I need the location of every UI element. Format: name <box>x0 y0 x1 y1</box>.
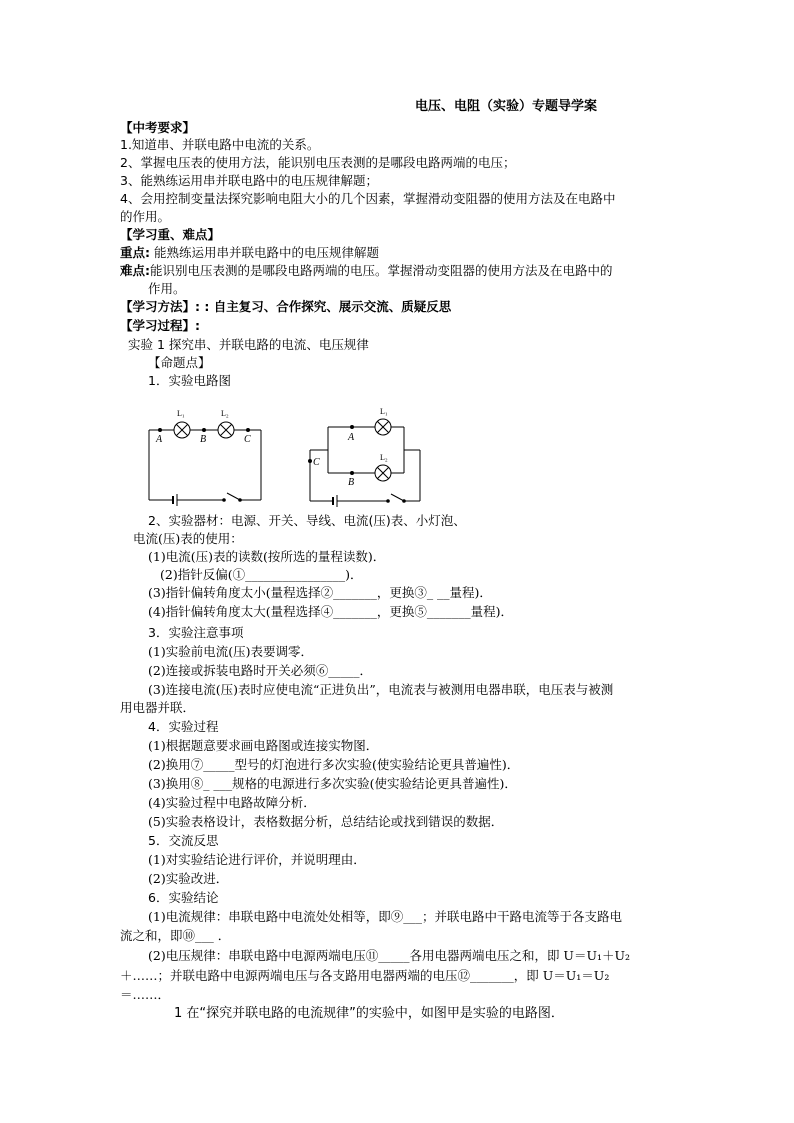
meter-usage-item: (4)指针偏转角度太大(量程选择④_______，更换⑤_______量程)． <box>148 604 513 619</box>
conclusion-item-cont: ＝……． <box>120 987 171 1002</box>
page-title: 电压、电阻（实验）专题导学案 <box>415 99 598 114</box>
key-point-text: 能熟练运用串并联电路中的电压规律解题 <box>150 245 379 260</box>
section-1-heading: 1．实验电路图 <box>148 373 231 388</box>
process-item: (2)换用⑦_____型号的灯泡进行多次实验(使实验结论更具普遍性)． <box>148 757 520 772</box>
meter-usage-item: (3)指针偏转角度太小(量程选择②_______，更换③_ __量程)． <box>148 585 492 600</box>
process-item: (3)换用⑧_ ___规格的电源进行多次实验(使实验结论更具普遍性)． <box>148 776 517 791</box>
meter-usage-item: (1)电流(压)表的读数(按所选的量程读数)． <box>148 549 386 564</box>
precaution-item: (1)实验前电流(压)表要调零． <box>148 644 313 659</box>
section-2-heading: 2、实验器材：电源、开关、导线、电流(压)表、小灯泡、 <box>148 513 466 528</box>
lamp-l1-label: L₁ <box>380 407 388 416</box>
point-b-label: B <box>200 434 207 445</box>
meter-usage-text: 电流(压)表的使用： <box>133 531 243 546</box>
proposition-points-heading: 【命题点】 <box>148 355 211 370</box>
study-method-label: 【学习方法】: <box>120 299 205 314</box>
requirement-item: 4、会用控制变量法探究影响电阻大小的几个因素，掌握滑动变阻器的使用方法及在电路中 <box>120 191 616 206</box>
process-item: (1)根据题意要求画电路图或连接实物图． <box>148 738 379 753</box>
conclusion-item: (1)电流规律：串联电路中电流处处相等，即⑨___；并联电路中干路电流等于各支路电 <box>148 909 622 924</box>
key-points-heading: 【学习重、难点】 <box>120 227 221 242</box>
requirement-item: 的作用。 <box>120 209 171 224</box>
experiment-title: 实验 1 探究串、并联电路的电流、电压规律 <box>128 337 369 352</box>
difficult-point-text: 能识别电压表测的是哪段电路两端的电压。掌握滑动变阻器的使用方法及在电路中的 <box>150 263 613 278</box>
conclusion-item-cont: 流之和，即⑩___ ． <box>120 928 231 943</box>
section-6-heading: 6．实验结论 <box>148 890 219 905</box>
point-a-label: A <box>156 434 163 445</box>
study-method-row <box>120 298 451 315</box>
study-method-text: : 自主复习、合作探究、展示交流、质疑反思 <box>204 299 452 314</box>
point-a-label: A <box>348 432 355 443</box>
section-5-heading: 5．交流反思 <box>148 833 219 848</box>
reflection-item: (1)对实验结论进行评价，并说明理由． <box>148 852 366 867</box>
section-4-heading: 4．实验过程 <box>148 719 219 734</box>
lamp-l2-label: L₂ <box>221 409 229 418</box>
precaution-item-cont: 用电器并联． <box>120 700 196 715</box>
study-process-row <box>120 317 200 334</box>
key-point-label: 重点: <box>120 245 150 260</box>
lamp-l2-label: L₂ <box>380 453 388 462</box>
point-c-label: C <box>244 434 251 445</box>
question-1: 1 在“探究并联电路的电流规律”的实验中，如图甲是实验的电路图． <box>174 1006 564 1021</box>
key-point-row <box>120 244 379 261</box>
conclusion-item: (2)电压规律：串联电路中电源两端电压⑪_____各用电器两端电压之和，即 U＝U₁＋U₂ <box>148 948 631 963</box>
series-circuit-diagram <box>140 404 268 508</box>
requirement-item: 1.知道串、并联电路中电流的关系。 <box>120 137 320 152</box>
reflection-item: (2)实验改进． <box>148 871 229 886</box>
requirement-item: 3、能熟练运用串并联电路中的电压规律解题； <box>120 173 378 188</box>
requirement-item: 2、掌握电压表的使用方法，能识别电压表测的是哪段电路两端的电压； <box>120 155 516 170</box>
requirements-heading: 【中考要求】 <box>120 120 196 135</box>
point-b-label: B <box>348 477 355 488</box>
difficult-point-row <box>120 262 613 279</box>
conclusion-item-cont: ＋……；并联电路中电源两端电压与各支路用电器两端的电压⑫_______，即 U＝U₁＝U₂ <box>120 968 610 983</box>
lamp-l1-label: L₁ <box>177 409 185 418</box>
precaution-item: (2)连接或拆装电路时开关必须⑥_____． <box>148 663 372 678</box>
parallel-circuit-diagram <box>300 404 430 508</box>
precaution-item: (3)连接电流(压)表时应使电流“正进负出”，电流表与被测用电器串联，电压表与被测 <box>148 682 614 697</box>
difficult-point-text-cont: 作用。 <box>148 281 186 296</box>
point-c-label: C <box>313 457 320 468</box>
process-item: (5)实验表格设计，表格数据分析，总结结论或找到错误的数据． <box>148 814 504 829</box>
meter-usage-item: (2)指针反偏(①________________)． <box>160 567 363 582</box>
section-3-heading: 3．实验注意事项 <box>148 625 244 640</box>
study-process-label: 【学习过程】: <box>120 318 200 333</box>
process-item: (4)实验过程中电路故障分析． <box>148 795 316 810</box>
difficult-point-label: 难点: <box>120 263 150 278</box>
